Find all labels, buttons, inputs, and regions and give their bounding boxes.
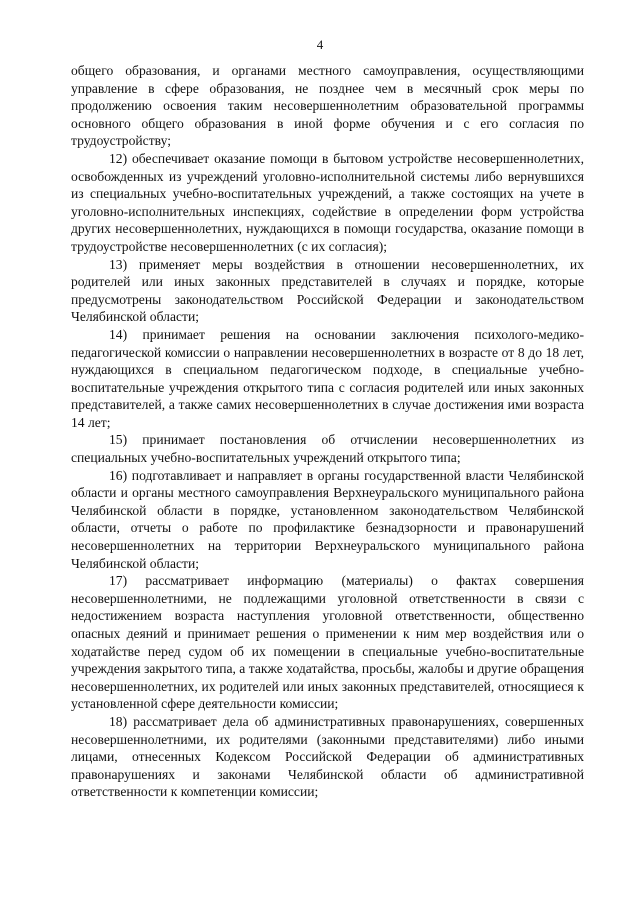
paragraph-item-18: 18) рассматривает дела об административных правонарушениях, совершенных несовершеннолетними, их родителями (законными представителями) либо иными лицами, отнесенных Кодексом Российской Федерации об административных правонарушениях и законами Челябинской области об административной ответственности к компетенции комиссии; bbox=[71, 713, 584, 800]
paragraph-item-16: 16) подготавливает и направляет в органы государственной власти Челябинской области и органы местного самоуправления Верхнеуральского муниципального района Челябинской области в порядке, установленном законодательством Челябинской области, отчеты о работе по профилактике безнадзорности и правонарушений несовершеннолетних на территории Верхнеуральского муниципального района Челябинской области; bbox=[71, 467, 584, 571]
paragraph-item-15: 15) принимает постановления об отчислении несовершеннолетних из специальных учебно-воспитательных учреждений открытого типа; bbox=[71, 432, 584, 466]
paragraph-item-13: 13) применяет меры воздействия в отношении несовершеннолетних, их родителей или иных законных представителей в случаях и порядке, которые предусмотрены законодательством Российской Федерации и законодательством Челябинской области; bbox=[71, 256, 584, 325]
paragraph-item-14: 14) принимает решения на основании заключения психолого-медико-педагогической комиссии о направлении несовершеннолетних в возрасте от 8 до 18 лет, нуждающихся в специальном педагогическом подходе, в специальные учебно-воспитательные учреждения открытого типа с согласия родителей или иных законных представителей, а также самих несовершеннолетних в случае достижения ими возраста 14 лет; bbox=[71, 326, 584, 430]
paragraph-item-17: 17) рассматривает информацию (материалы) о фактах совершения несовершеннолетними, не подлежащими уголовной ответственности в связи с недостижением возраста наступления уголовной ответственности, общественно опасных деяний и принимает решения о применении к ним мер воздействия или о ходатайстве перед судом об их помещении в специальные учебно-воспитательные учреждения закрытого типа, а также ходатайства, просьбы, жалобы и другие обращения несовершеннолетних, их родителей или иных законных представителей, относящиеся к установленной сфере деятельности комиссии; bbox=[71, 573, 584, 712]
paragraph-item-12: 12) обеспечивает оказание помощи в бытовом устройстве несовершеннолетних, освобожденных из учреждений уголовно-исполнительной системы либо вернувшихся из специальных учебно-воспитательных учреждений, а также состоящих на учете в уголовно-исполнительных инспекциях, содействие в определении форм устройства других несовершеннолетних, нуждающихся в помощи государства, оказание помощи в трудоустройстве несовершеннолетних (с их согласия); bbox=[71, 150, 584, 254]
document-body bbox=[71, 62, 584, 801]
page-number: 4 bbox=[316, 37, 324, 52]
paragraph-continuation: общего образования, и органами местного самоуправления, осуществляющими управление в сфере образования, не позднее чем в месячный срок меры по продолжению освоения таким несовершеннолетним образовательной программы основного общего образования в иной форме обучения и с его согласия по трудоустройству; bbox=[71, 63, 584, 149]
